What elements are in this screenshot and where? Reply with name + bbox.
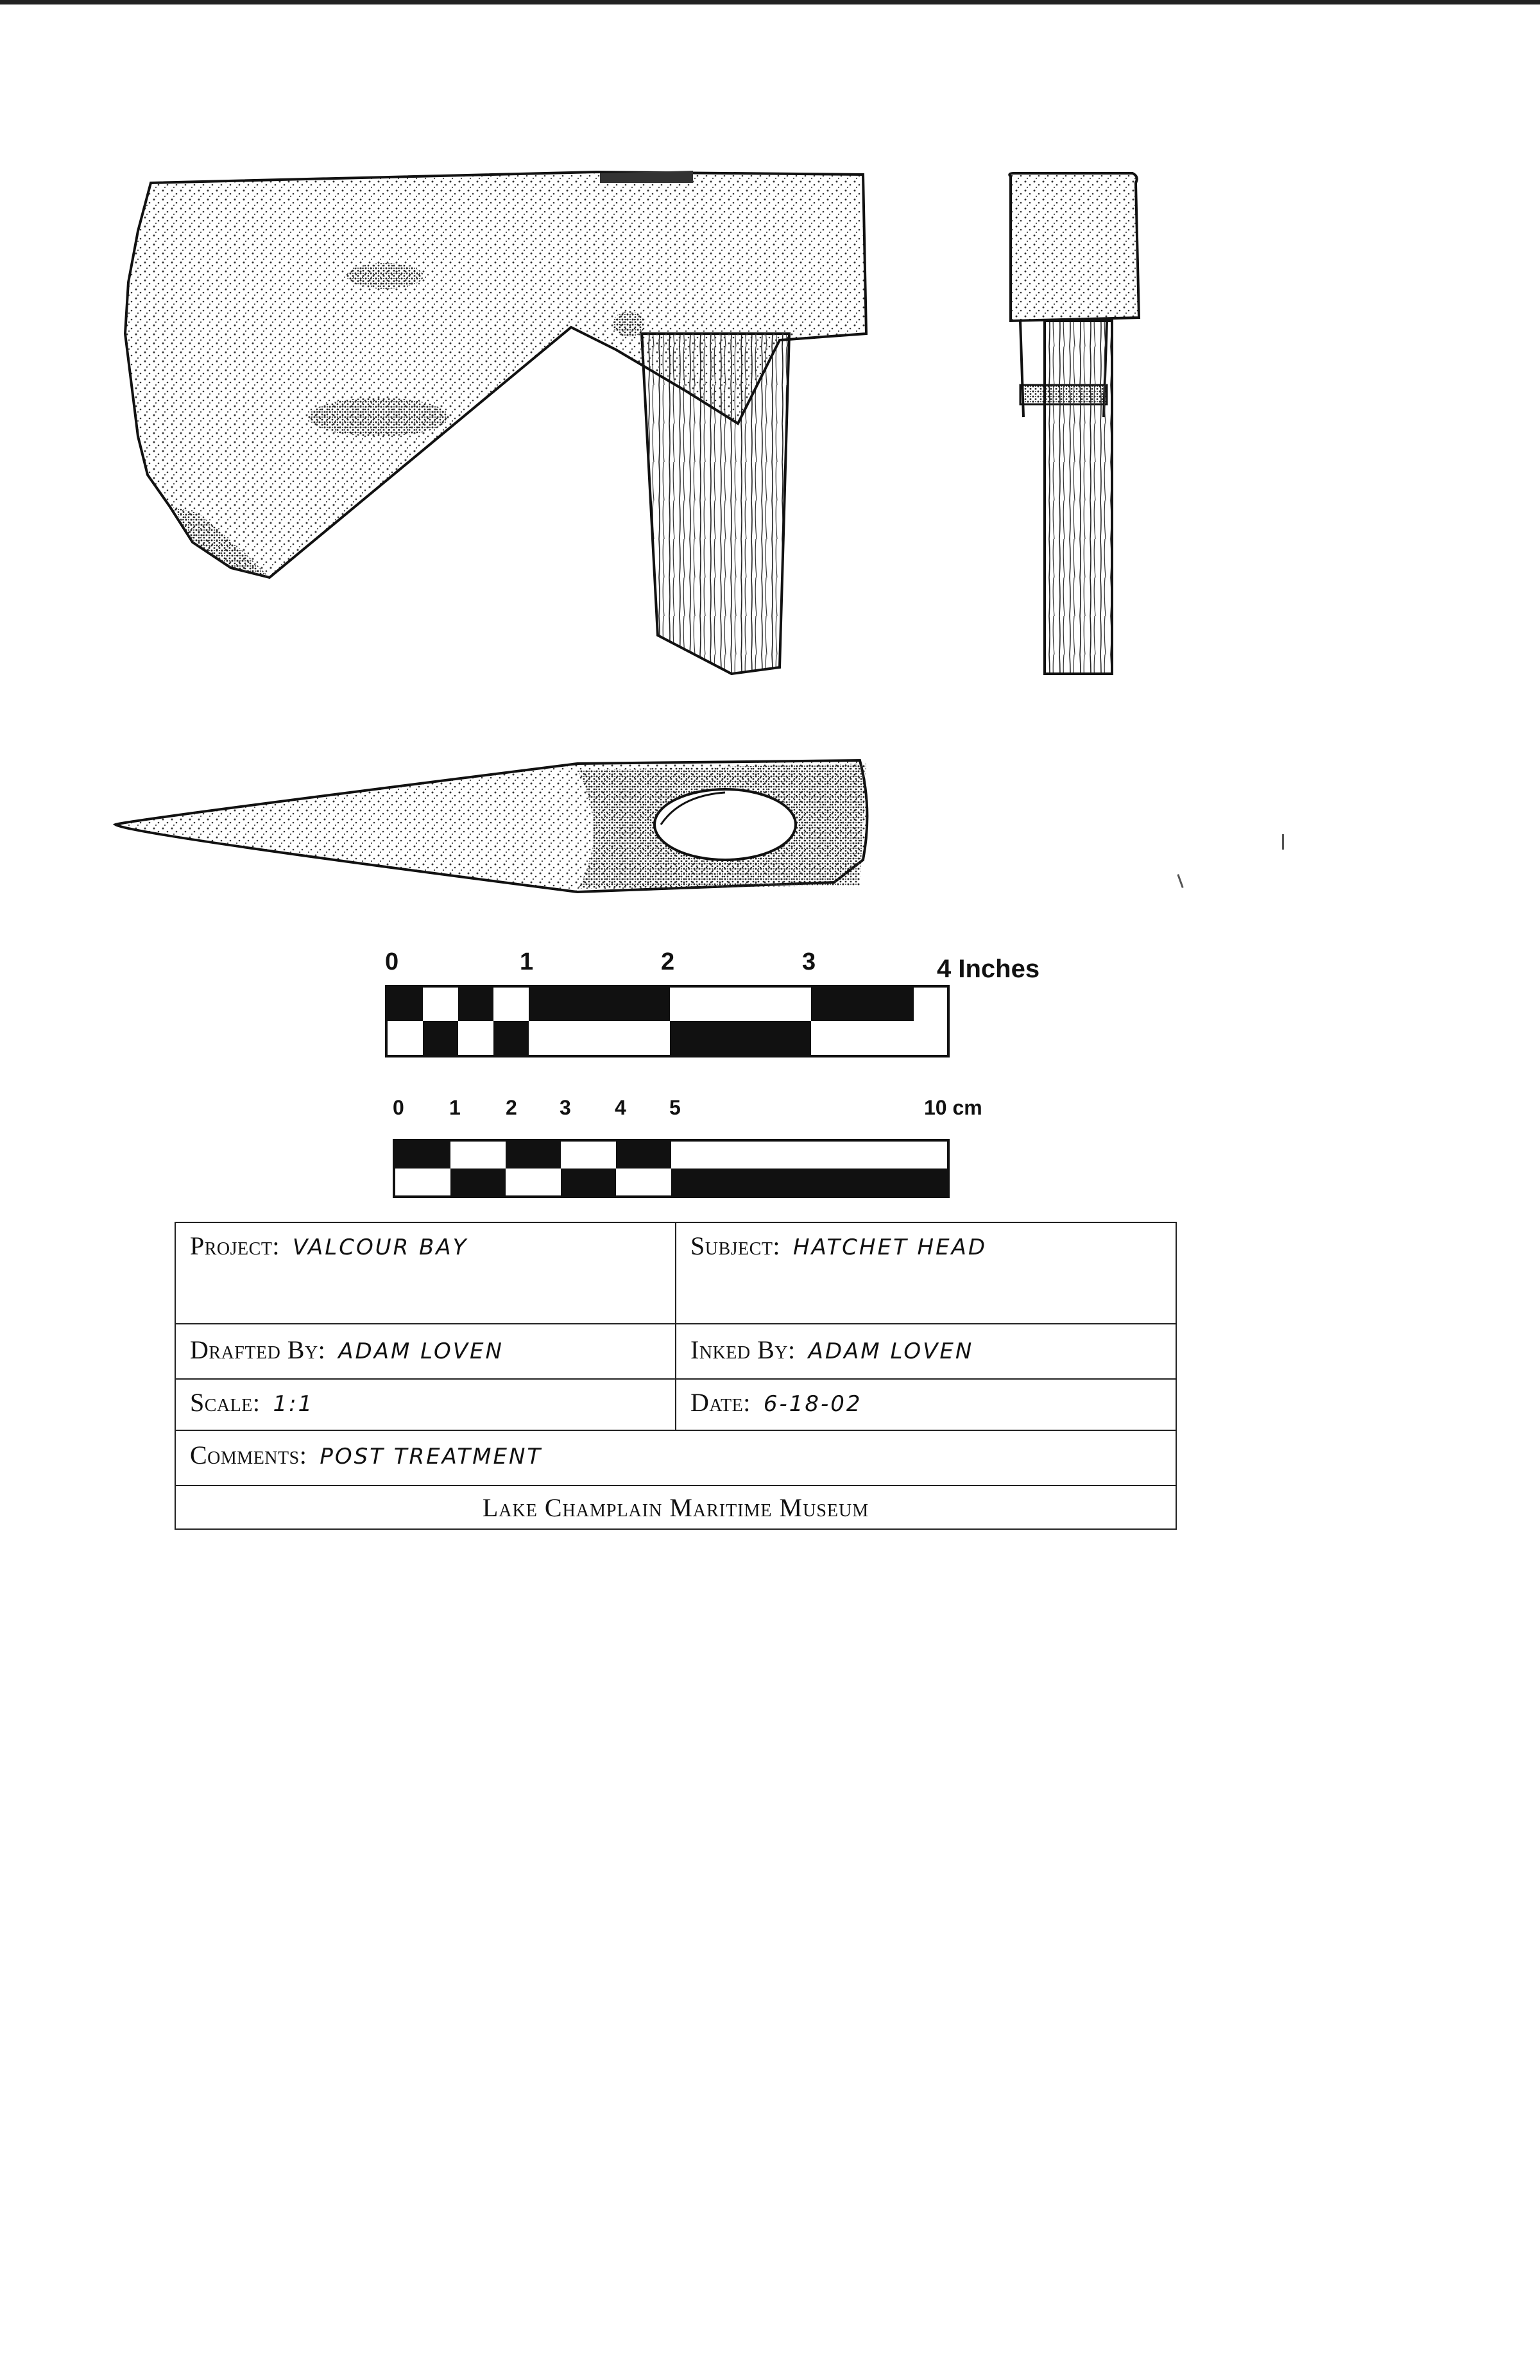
cm-scale-bar [393, 1139, 950, 1198]
artifact-drawings [0, 0, 1540, 963]
project-label: Project: [190, 1231, 280, 1260]
inch-tick-2: 2 [661, 948, 675, 975]
title-block [175, 1222, 1177, 1530]
comments-value: POST TREATMENT [320, 1444, 543, 1469]
scale-cell [493, 1021, 529, 1055]
subject-value: HATCHET HEAD [793, 1235, 988, 1260]
scale-cell [388, 988, 423, 1021]
comments-cell [175, 1430, 1176, 1485]
subject-cell [676, 1222, 1176, 1324]
hatchet-edge-view-drawing [1009, 173, 1139, 674]
cm-tick-0: 0 [393, 1096, 404, 1119]
comments-label: Comments: [190, 1441, 307, 1469]
scale-value: 1:1 [273, 1391, 314, 1417]
inked-cell [676, 1324, 1176, 1379]
subject-label: Subject: [690, 1231, 781, 1260]
scale-cell [458, 988, 493, 1021]
cm-tick-3: 3 [560, 1096, 571, 1119]
scale-cell [506, 1142, 561, 1169]
drafted-cell [175, 1324, 676, 1379]
date-value: 6-18-02 [763, 1391, 862, 1417]
inch-unit-label: 4 Inches [937, 955, 1040, 983]
hatchet-side-view-drawing [125, 171, 866, 674]
inch-tick-3: 3 [802, 948, 816, 975]
scale-cell [450, 1169, 506, 1195]
inch-tick-1: 1 [520, 948, 534, 975]
cm-tick-5: 5 [669, 1096, 681, 1119]
inch-scale-bar [385, 985, 950, 1057]
scan-speck [1282, 834, 1284, 850]
scale-cell [423, 1021, 458, 1055]
museum-name: Lake Champlain Maritime Museum [175, 1485, 1176, 1529]
scale-cell [670, 988, 811, 1021]
drafted-value: ADAM LOVEN [338, 1339, 504, 1364]
scale-label: Scale: [190, 1388, 261, 1417]
date-label: Date: [690, 1388, 751, 1417]
scale-cell [671, 1169, 947, 1195]
inked-label: Inked By: [690, 1335, 796, 1364]
project-cell [175, 1222, 676, 1324]
cm-unit-label: 10 cm [924, 1096, 982, 1119]
scale-cell [175, 1379, 676, 1430]
scale-cell [561, 1169, 616, 1195]
scale-cell [395, 1142, 450, 1169]
cm-tick-1: 1 [449, 1096, 461, 1119]
cm-tick-4: 4 [615, 1096, 626, 1119]
inked-value: ADAM LOVEN [808, 1339, 974, 1364]
hatchet-top-view-drawing [116, 760, 867, 892]
drafted-label: Drafted By: [190, 1335, 326, 1364]
scale-cell [670, 1021, 811, 1055]
cm-tick-2: 2 [506, 1096, 517, 1119]
date-cell [676, 1379, 1176, 1430]
inch-tick-0: 0 [385, 948, 399, 975]
scale-cell [616, 1142, 671, 1169]
project-value: VALCOUR BAY [293, 1235, 468, 1260]
